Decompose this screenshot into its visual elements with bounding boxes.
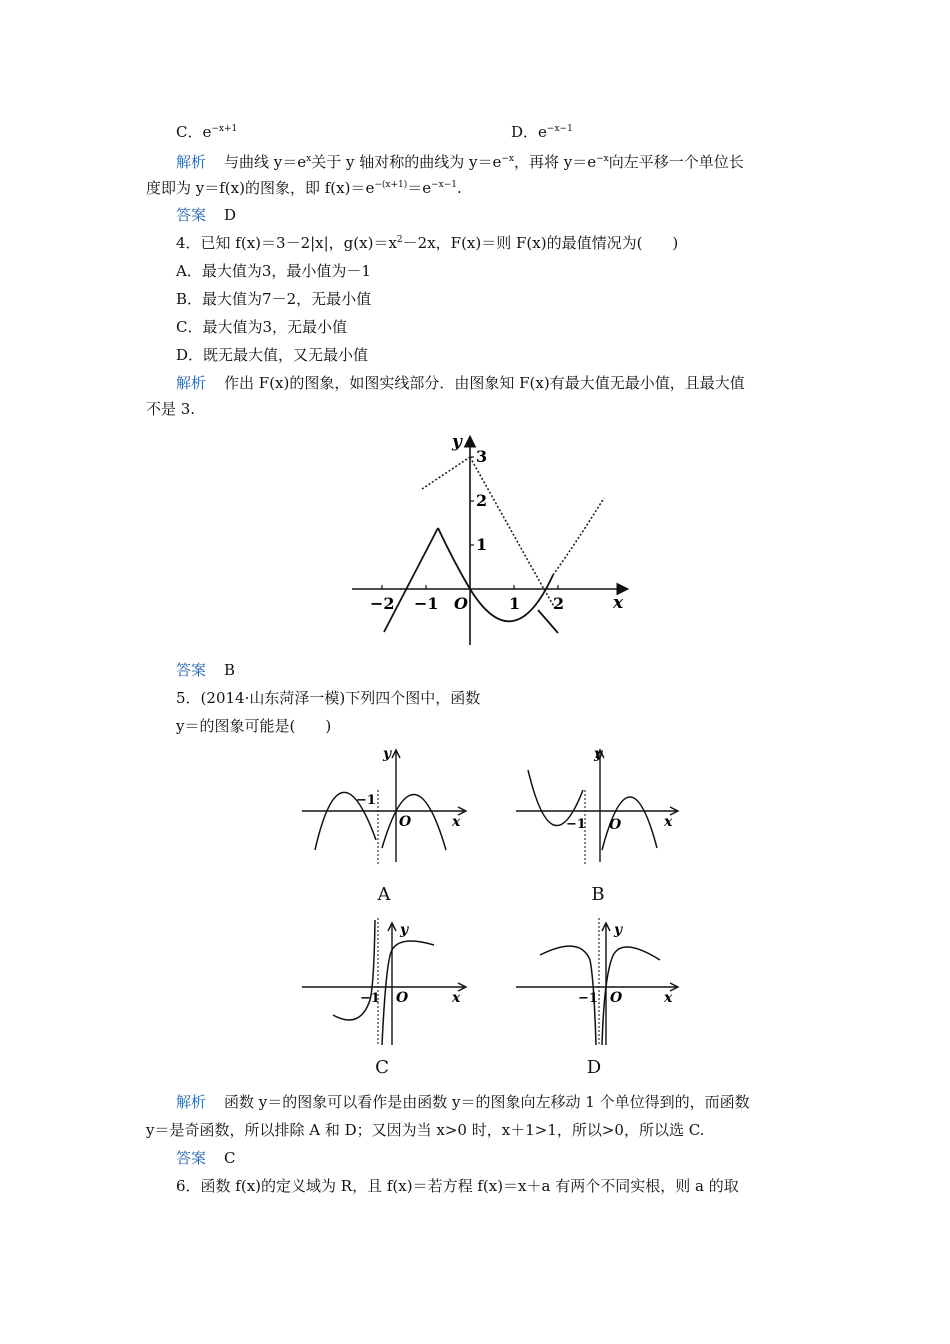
x-tick-label: 1 <box>509 594 521 613</box>
svg-text:−1: −1 <box>360 991 380 1006</box>
svg-text:−1: −1 <box>566 817 586 832</box>
q5-panel-c-label: C <box>375 1057 389 1078</box>
q5-panel-a-label: A <box>377 884 391 905</box>
g-dotted-right <box>553 498 604 575</box>
q3-option-c: C．$e^{-x+1}$ <box>176 123 238 141</box>
q4-stem: 4．已知 f(x)＝3－2|x|，$g(x)=x^2-2x$，F(x)＝则 F(x)的最值情况为( ) <box>176 234 679 252</box>
q3-answer: 答案 D <box>176 206 237 224</box>
y-tick-label: 3 <box>476 447 488 466</box>
q4-analysis-line2: 不是 3. <box>146 400 196 418</box>
x-label: x <box>613 593 624 613</box>
q4-analysis-line1: 解析 作出 F(x)的图象，如图实线部分．由图象知 F(x)有最大值无最小值，且最大值 <box>176 374 745 392</box>
svg-text:O: O <box>399 814 412 830</box>
q5-panel-b <box>512 745 682 865</box>
y-tick-label: 2 <box>476 491 488 510</box>
svg-text:x: x <box>664 814 673 830</box>
svg-text:O: O <box>396 990 409 1006</box>
x-tick-label: −1 <box>414 594 439 613</box>
analysis-label: 解析 <box>176 1093 207 1111</box>
q4-option-d: D．既无最大值，又无最小值 <box>176 346 369 364</box>
q4-option-b: B．最大值为7－2，无最小值 <box>176 290 372 308</box>
svg-text:y: y <box>400 922 409 938</box>
q3-analysis-line1: 解析 与曲线 $y=e^x$关于 y 轴对称的曲线为 $y=e^{-x}$，再将 $y=e^{-x}$向左平移一个单位长 <box>176 153 744 171</box>
svg-text:−1: −1 <box>578 991 598 1006</box>
y-tick-label: 1 <box>476 535 488 554</box>
q5-panel-a <box>300 745 470 865</box>
q5-analysis-line2: y＝是奇函数，所以排除 A 和 D；又因为当 x>0 时，x＋1>1，所以>0，所以选 C. <box>146 1121 705 1139</box>
q5-stem-line2: y＝的图象可能是( ) <box>176 717 332 735</box>
answer-label: 答案 <box>176 206 207 224</box>
svg-text:−1: −1 <box>356 793 376 808</box>
q3-analysis-line2: 度即为 y＝f(x)的图象，即 $f(x)=e^{-(x+1)}=e^{-x-1}$. <box>146 179 462 197</box>
x-tick-label: −2 <box>370 594 395 613</box>
q4-answer: 答案 B <box>176 661 236 679</box>
svg-text:y: y <box>614 922 623 938</box>
q3-option-d: D．$e^{-x-1}$ <box>511 123 573 141</box>
q5-stem-line1: 5．(2014·山东菏泽一模)下列四个图中，函数 <box>176 689 481 707</box>
svg-text:x: x <box>452 814 461 830</box>
q5-panel-c <box>300 915 470 1045</box>
svg-text:O: O <box>610 990 623 1006</box>
svg-text:x: x <box>664 990 673 1006</box>
origin-label: O <box>454 594 468 613</box>
svg-text:x: x <box>452 990 461 1006</box>
F-solid-left <box>384 528 438 632</box>
svg-text:y: y <box>594 746 603 762</box>
F-solid-right <box>538 610 558 633</box>
q5-panel-d-label: D <box>586 1057 602 1078</box>
f-dotted-right <box>470 457 555 608</box>
x-tick-label: 2 <box>553 594 565 613</box>
f-dotted-left <box>422 457 470 489</box>
q4-option-a: A．最大值为3，最小值为－1 <box>176 262 371 280</box>
svg-text:O: O <box>609 817 622 833</box>
q4-option-c: C．最大值为3，无最小值 <box>176 318 348 336</box>
analysis-label: 解析 <box>176 153 207 171</box>
y-label: y <box>452 432 462 452</box>
svg-text:y: y <box>383 746 392 762</box>
q5-analysis-line1: 解析 函数 y＝的图象可以看作是由函数 y＝的图象向左移动 1 个单位得到的，而函数 <box>176 1093 750 1111</box>
q6-stem-line1: 6．函数 f(x)的定义域为 R，且 f(x)＝若方程 f(x)＝x＋a 有两个不同实根，则 a 的取 <box>176 1177 739 1195</box>
q4-function-graph <box>340 428 640 650</box>
q5-panel-d <box>512 915 682 1045</box>
answer-label: 答案 <box>176 661 207 679</box>
answer-label: 答案 <box>176 1149 207 1167</box>
analysis-label: 解析 <box>176 374 207 392</box>
q5-answer: 答案 C <box>176 1149 236 1167</box>
q5-panel-b-label: B <box>591 884 605 905</box>
